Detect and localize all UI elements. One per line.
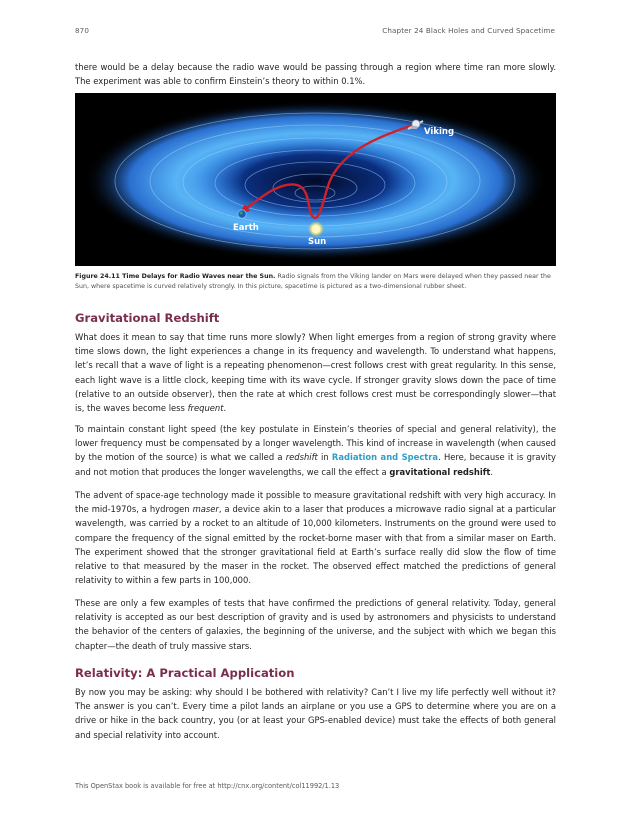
- sun-label: Sun: [308, 237, 327, 247]
- section1-paragraph-2: [75, 422, 556, 479]
- paragraph-text: .: [490, 466, 494, 477]
- sun-icon: [308, 221, 324, 237]
- emphasis-maser: maser: [192, 504, 219, 515]
- emphasis-frequent: frequent: [187, 403, 224, 414]
- paragraph-text: To maintain constant light speed (the key postulate in Einstein’s theories of special and general relativity), the lower frequency must be compensated by a longer wavelength. This kind of increase in wavelength (when caused by the motion of the source) is what we called a: [75, 424, 556, 463]
- section1-paragraph-3: [75, 488, 556, 587]
- paragraph-text: These are only a few examples of tests that have confirmed the predictions of general relativity. Today, general relativity is accepted as our best description of gravity and is used by astronomers and physicists to understand the behavior of the centers of galaxies, the beginning of the universe, and the subject with which we began this chapter—the death of truly massive stars.: [75, 598, 556, 651]
- chapter-title: Chapter 24 Black Holes and Curved Spacetime: [382, 26, 555, 35]
- caption-title: Figure 24.11 Time Delays for Radio Waves near the Sun.: [75, 273, 276, 280]
- figure-spacetime-illustration: [75, 93, 556, 266]
- section-heading-relativity-practical: Relativity: A Practical Application: [75, 666, 295, 680]
- intro-paragraph: there would be a delay because the radio wave would be passing through a region where time ran more slowly. The experiment was able to confirm Einstein’s theory to within 0.1%.: [75, 62, 556, 87]
- figure-caption: [75, 272, 556, 291]
- section1-paragraph-4: [75, 596, 556, 653]
- paragraph-text: The advent of space-age technology made it possible to measure gravitational redshift with very high accuracy. In the mid-1970s, a hydrogen: [75, 490, 556, 515]
- paragraph-text: in: [317, 452, 332, 463]
- section2-paragraph-1: [75, 685, 556, 742]
- term-gravitational-redshift: gravitational redshift: [389, 466, 491, 477]
- earth-icon: [238, 210, 246, 218]
- viking-label: Viking: [424, 127, 455, 137]
- section-heading-gravitational-redshift: Gravitational Redshift: [75, 311, 220, 325]
- earth-label: Earth: [233, 223, 259, 233]
- emphasis-redshift: redshift: [285, 452, 318, 463]
- spacetime-svg: [75, 93, 556, 266]
- link-radiation-and-spectra[interactable]: Radiation and Spectra: [331, 452, 439, 463]
- paragraph-text: .: [223, 403, 227, 414]
- paragraph-text: . Here, because it is gravity and not motion that produces the longer wavelengths, we call the effect a: [75, 452, 557, 477]
- section1-paragraph-1: [75, 330, 556, 415]
- caption-text: Radio signals from the Viking lander on Mars were delayed when they passed near the Sun, where spacetime is curved relatively strongly. In this picture, spacetime is pictured as a two-dimensional rubber sheet.: [75, 273, 551, 290]
- paragraph-text: What does it mean to say that time runs more slowly? When light emerges from a region of strong gravity where time slows down, the light experiences a change in its frequency and wavelength. To understand what happens, let’s recall that a wave of light is a repeating phenomenon—crest follows crest with great regularity. In this sense, each light wave is a little clock, keeping time with its wave cycle. If stronger gravity slows down the pace of time (relative to an outside observer), then the rate at which crest follows crest must be correspondingly slower—that is, the waves become less: [75, 332, 556, 414]
- paragraph-text: , a device akin to a laser that produces a microwave radio signal at a particular wavelength, was carried by a rocket to an altitude of 10,000 kilometers. Instruments on the ground were used to compare the frequency of the signal emitted by the rocket-borne maser with that from a similar maser on Earth. The experiment showed that the stronger gravitational field at Earth’s surface really did slow the flow of time relative to that measured by the maser in the rocket. The observed effect matched the predictions of general relativity to within a few parts in 100,000.: [75, 504, 556, 586]
- intro-paragraph-block: [75, 60, 556, 88]
- page-footer: This OpenStax book is available for free at http://cnx.org/content/col11992/1.13: [75, 782, 340, 790]
- paragraph-text: By now you may be asking: why should I be bothered with relativity? Can’t I live my life perfectly well without it? The answer is you can’t. Every time a pilot lands an airplane or you use a GPS to determine where you are on a drive or hike in the back country, you (or at least your GPS-enabled device) must take the effects of both general and special relativity into account.: [75, 687, 556, 740]
- page-number: 870: [75, 26, 90, 35]
